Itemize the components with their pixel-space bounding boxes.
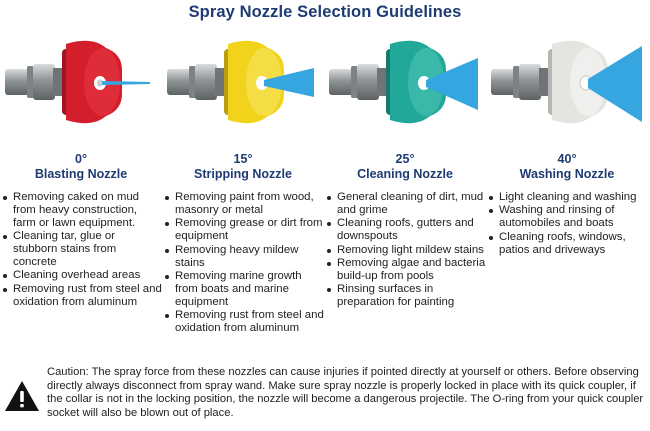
blasting-nozzle-column: [0, 152, 162, 309]
list-item: Removing light mildew stains: [337, 244, 486, 257]
stripping-nozzle-image: [162, 34, 324, 134]
nozzle-name: Stripping Nozzle: [194, 167, 292, 181]
page-title: Spray Nozzle Selection Guidelines: [188, 3, 462, 21]
list-item: Cleaning roofs, gutters and downspouts: [337, 217, 486, 243]
list-item: Removing marine growth from boats and marine equipment: [175, 270, 324, 309]
nozzle-name: Washing Nozzle: [519, 167, 615, 181]
list-item: Rinsing surfaces in preparation for painting: [337, 283, 486, 309]
nozzle-uses-list: [0, 191, 162, 309]
stripping-nozzle-column: [162, 152, 324, 335]
blasting-nozzle-image: [0, 34, 162, 134]
nozzle-uses-list: [486, 191, 648, 257]
washing-nozzle-column: [486, 152, 648, 257]
list-item: Light cleaning and washing: [499, 191, 648, 204]
cleaning-nozzle-image: [324, 34, 486, 134]
nozzle-degree: 40°: [557, 152, 577, 166]
nozzle-uses-list: [324, 191, 486, 309]
list-item: Removing rust from steel and oxidation from aluminum: [13, 282, 162, 308]
cleaning-nozzle-column: [324, 152, 486, 310]
list-item: Removing caked on mud from heavy construction, farm or lawn equipment.: [13, 191, 162, 230]
list-item: Cleaning overhead areas: [13, 269, 162, 282]
nozzle-name: Cleaning Nozzle: [357, 167, 453, 181]
list-item: Removing heavy mildew stains: [175, 244, 324, 270]
list-item: Removing grease or dirt from equipment: [175, 217, 323, 243]
caution-text: Caution: The spray force from these nozzles can cause injuries if pointed directly at yourself or others. Before observing directly always disconnect from spray wand. Make sure spray nozzle is properly locked in place with its quick coupler, if the collar is not in the locking position, the nozzle will become a dangerous projectile. The O-ring from your quick coupler socket will also be blown out of place.: [47, 366, 644, 419]
nozzle-degree: 0°: [75, 152, 87, 166]
nozzle-name: Blasting Nozzle: [34, 167, 128, 181]
list-item: Removing paint from wood, masonry or metal: [175, 191, 324, 217]
nozzle-degree: 25°: [395, 152, 415, 166]
list-item: Removing rust from steel and oxidation from aluminum: [175, 309, 324, 335]
nozzle-uses-list: [162, 191, 324, 335]
list-item: Washing and rinsing of automobiles and boats: [499, 204, 648, 230]
washing-nozzle-image: [486, 34, 648, 134]
list-item: Cleaning tar, glue or stubborn stains from concrete: [13, 230, 162, 269]
list-item: Removing algae and bacteria build-up from pools: [337, 257, 486, 282]
caution-notice: [4, 366, 646, 426]
list-item: General cleaning of dirt, mud and grime: [337, 191, 486, 217]
nozzle-degree: 15°: [233, 152, 253, 166]
list-item: Cleaning roofs, windows, patios and driveways: [499, 231, 648, 257]
warning-triangle-icon: [4, 380, 40, 412]
